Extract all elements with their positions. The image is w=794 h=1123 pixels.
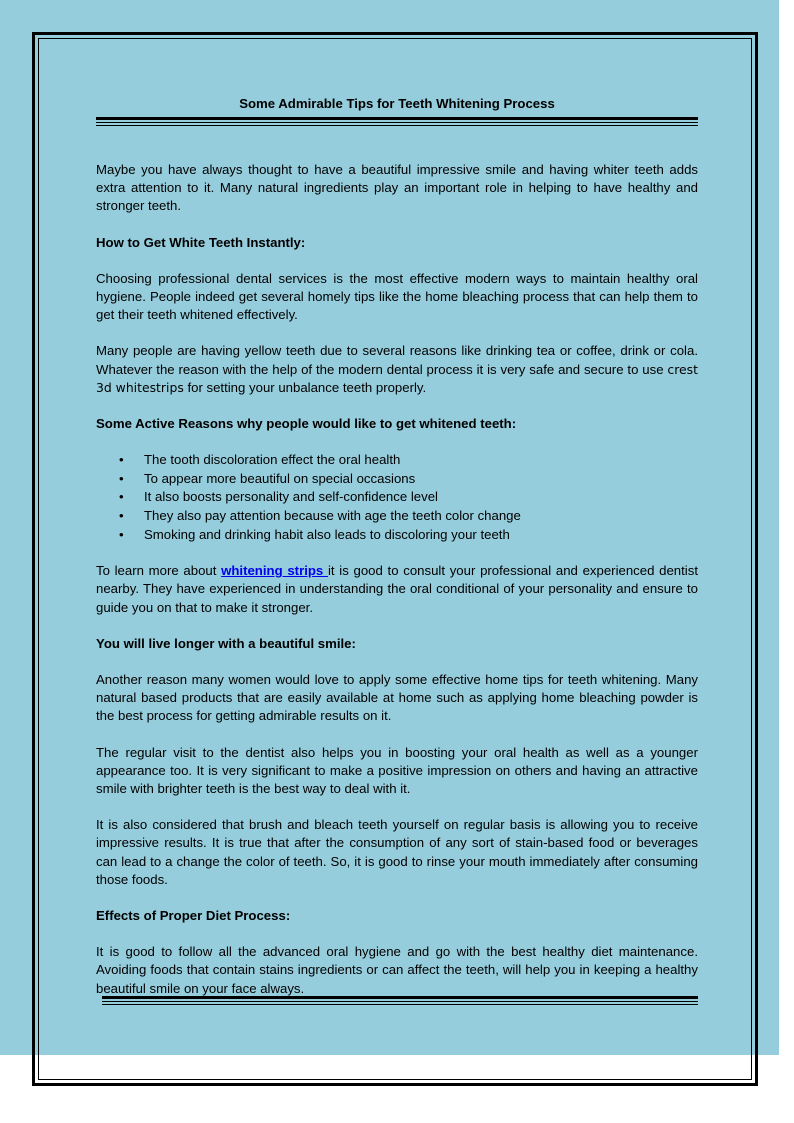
paragraph-brush-bleach: It is also considered that brush and bleach teeth yourself on regular basis is allowing you to receive impressive results. It is true that after the consumption of any sort of stain-based food or beverages can lead to a change the color of teeth. So, it is good to rinse your mouth immediately after consuming those foods. (96, 817, 698, 887)
reasons-list (96, 451, 698, 544)
learn-more-text-start: To learn more about (96, 563, 222, 579)
document-title: Some Admirable Tips for Teeth Whitening Process (239, 96, 555, 111)
paragraph-diet: It is good to follow all the advanced oral hygiene and go with the best healthy diet maintenance. Avoiding foods that contain stains ingredients or can affect the teeth, will help you in keeping a healthy beautiful smile on your face always. (96, 944, 698, 996)
yellow-teeth-text-end: for setting your unbalance teeth properly. (183, 379, 427, 395)
list-item: • Smoking and drinking habit also leads to discoloring your teeth (144, 526, 698, 545)
list-item: • They also pay attention because with age the teeth color change (144, 507, 698, 526)
paragraph-yellow-teeth (96, 342, 698, 397)
paragraph-dentist-visit: The regular visit to the dentist also helps you in boosting your oral health as well as a younger appearance too. It is very significant to make a positive impression on others and having an attractive smile with brighter teeth is the best way to deal with it. (96, 744, 698, 797)
document-body (96, 96, 698, 998)
list-item: • To appear more beautiful on special occasions (144, 470, 698, 489)
section-heading-reasons: Some Active Reasons why people would like to get whitened teeth: (96, 416, 517, 432)
section-heading-diet: Effects of Proper Diet Process: (96, 908, 291, 924)
list-item: • It also boosts personality and self-confidence level (144, 488, 698, 507)
paragraph-professional-services: Choosing professional dental services is the most effective modern ways to maintain healthy oral hygiene. People indeed get several homely tips like the home bleaching process that can help them to get their teeth whitened effectively. (96, 270, 698, 323)
section-heading-instant: How to Get White Teeth Instantly: (96, 234, 306, 250)
list-item: • The tooth discoloration effect the oral health (144, 451, 698, 470)
bottom-divider (102, 996, 698, 1005)
paragraph-learn-more (96, 562, 698, 617)
paragraph-home-tips: Another reason many women would love to apply some effective home tips for teeth whitening. Many natural based products that are easily available at home such as applying home bleaching powder is the best process for getting admirable results on it. (96, 672, 698, 724)
learn-more-text-end: it is good to consult your professional and experienced dentist nearby. They have experienced in understanding the oral conditional of your personality and ensure to guide you on that to make it stronger. (96, 563, 698, 615)
yellow-teeth-text-start: Many people are having yellow teeth due to several reasons like drinking tea or coffee, drink or cola. Whatever the reason with the help of the modern dental process it is very safe and secure to use (96, 343, 698, 377)
title-divider (96, 117, 698, 126)
crest-whitestrips-term: crest 3d whitestrips (96, 361, 698, 395)
whitening-strips-link[interactable]: whitening strips (221, 563, 328, 579)
section-heading-live-longer: You will live longer with a beautiful smile: (96, 635, 356, 651)
intro-paragraph: Maybe you have always thought to have a beautiful impressive smile and having whiter teeth adds extra attention to it. Many natural ingredients play an important role in helping to have healthy and stronger teeth. (96, 162, 698, 214)
